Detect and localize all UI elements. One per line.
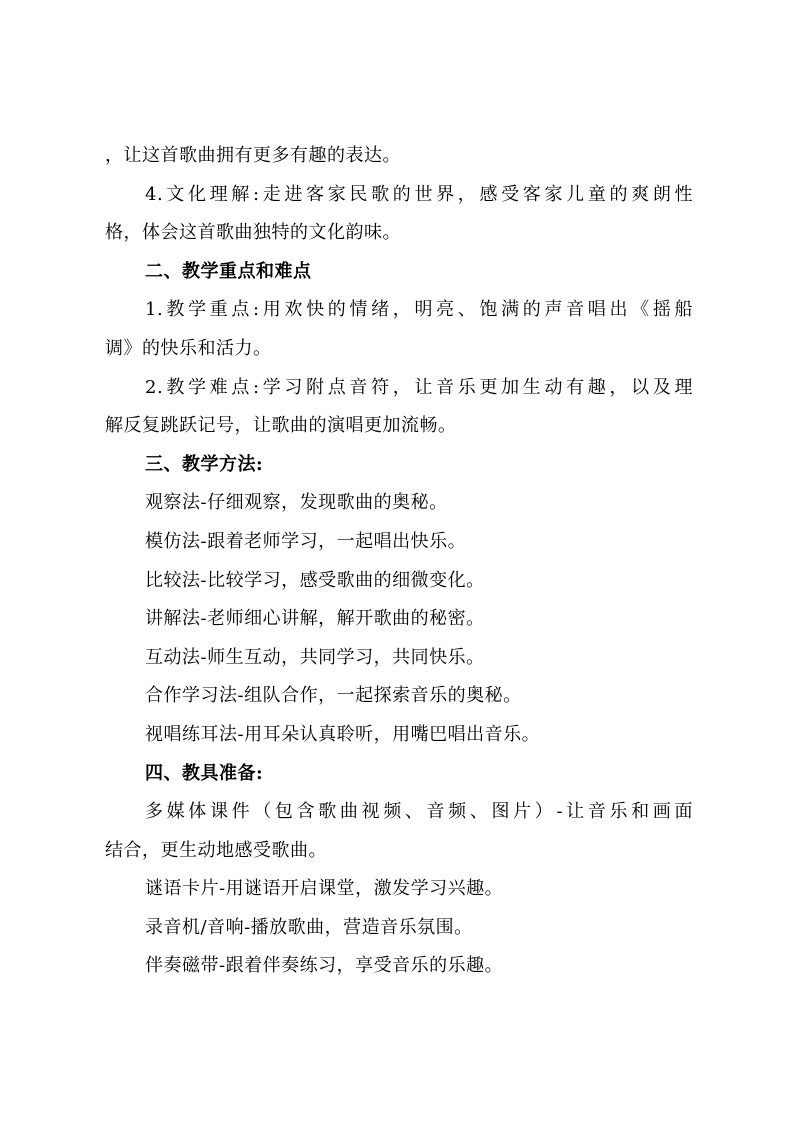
- list-item: 互动法-师生互动，共同学习，共同快乐。: [145, 646, 485, 668]
- section-heading: 二、教学重点和难点: [145, 260, 312, 282]
- list-item: 视唱练耳法-用耳朵认真聆听，用嘴巴唱出音乐。: [145, 723, 541, 745]
- paragraph-line: 1.教学重点:用欢快的情绪，明亮、饱满的声音唱出《摇船: [145, 299, 693, 321]
- document-body: [105, 137, 693, 986]
- paragraph-line: 解反复跳跃记号，让歌曲的演唱更加流畅。: [105, 415, 457, 437]
- paragraph-line: 调》的快乐和活力。: [105, 337, 272, 359]
- section-heading: 四、教具准备:: [145, 762, 264, 784]
- paragraph-line: 多媒体课件（包含歌曲视频、音频、图片）-让音乐和画面: [145, 801, 693, 823]
- paragraph-line: 2.教学难点:学习附点音符，让音乐更加生动有趣，以及理: [145, 376, 693, 398]
- paragraph-line: 格，体会这首歌曲独特的文化韵味。: [105, 222, 401, 244]
- list-item: 模仿法-跟着老师学习，一起唱出快乐。: [145, 530, 467, 552]
- paragraph-line: ，让这首歌曲拥有更多有趣的表达。: [105, 145, 401, 166]
- paragraph-line: 4.文化理解:走进客家民歌的世界，感受客家儿童的爽朗性: [145, 183, 693, 205]
- section-heading: 三、教学方法:: [145, 453, 264, 475]
- list-item: 录音机/音响-播放歌曲，营造音乐氛围。: [145, 916, 473, 938]
- paragraph-line: 结合，更生动地感受歌曲。: [105, 839, 327, 861]
- list-item: 观察法-仔细观察，发现歌曲的奥秘。: [145, 492, 448, 514]
- list-item: 伴奏磁带-跟着伴奏练习，享受音乐的乐趣。: [145, 955, 504, 977]
- list-item: 讲解法-老师细心讲解，解开歌曲的秘密。: [145, 608, 485, 630]
- list-item: 合作学习法-组队合作，一起探索音乐的奥秘。: [145, 685, 522, 707]
- list-item: 谜语卡片-用谜语开启课堂，激发学习兴趣。: [145, 878, 504, 900]
- list-item: 比较法-比较学习，感受歌曲的细微变化。: [145, 569, 485, 591]
